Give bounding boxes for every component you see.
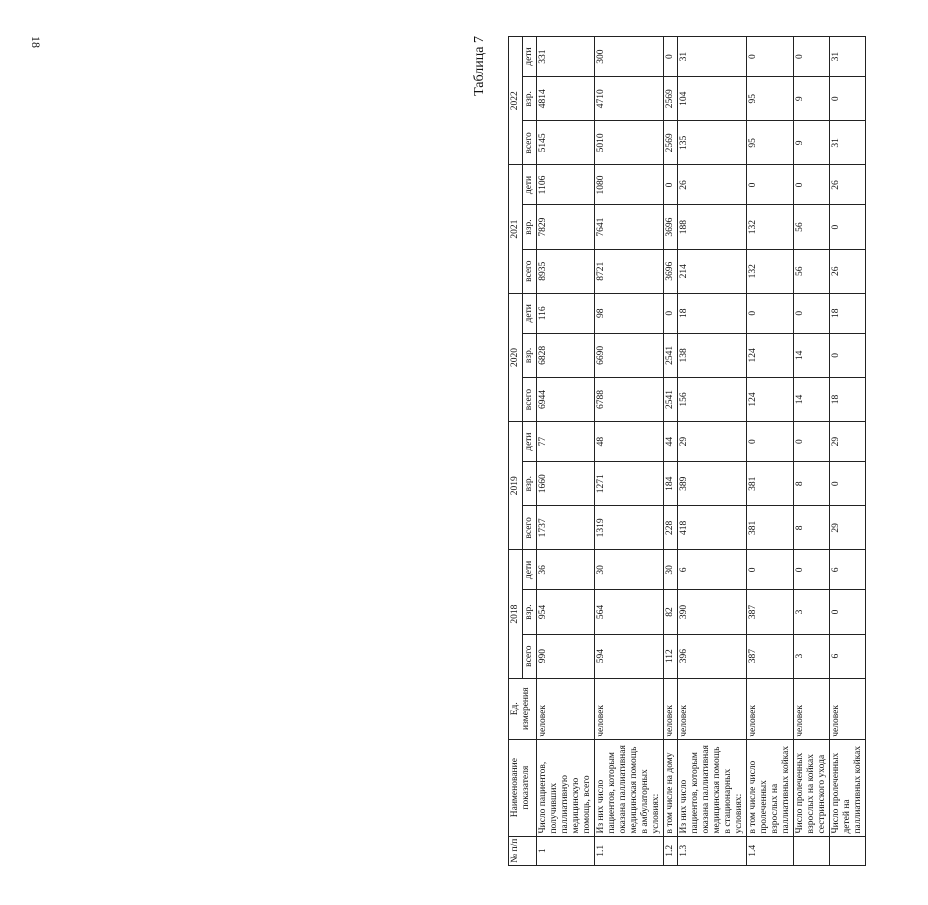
value-cell: 5145 [537, 121, 595, 165]
value-cell: 0 [794, 293, 830, 333]
value-cell: 116 [537, 293, 595, 333]
row-number: 1.2 [664, 836, 678, 865]
page-number: 18 [29, 36, 43, 48]
subheader-cell: дети [523, 422, 537, 462]
header-year: 2019 [509, 422, 523, 550]
value-cell: 26 [830, 165, 866, 205]
value-cell: 6 [830, 550, 866, 590]
value-cell: 104 [678, 77, 747, 121]
data-table [508, 36, 866, 866]
row-unit: человек [664, 678, 678, 739]
row-name: Из них число пациентов, которым оказана паллиативная медицинская помощь в амбулаторных условиях: [595, 739, 664, 836]
header-year: 2021 [509, 165, 523, 293]
value-cell: 56 [794, 205, 830, 249]
subheader-cell: взр. [523, 462, 537, 506]
row-number [830, 836, 866, 865]
value-cell: 31 [830, 121, 866, 165]
value-cell: 387 [747, 634, 794, 678]
value-cell: 7641 [595, 205, 664, 249]
value-cell: 0 [830, 333, 866, 377]
value-cell: 6 [678, 550, 747, 590]
subheader-cell: взр. [523, 205, 537, 249]
value-cell: 594 [595, 634, 664, 678]
table-body [537, 37, 866, 866]
subheader-cell: всего [523, 121, 537, 165]
value-cell: 954 [537, 590, 595, 634]
table-row [537, 37, 595, 866]
header-name: Наименование показателя [509, 739, 537, 836]
table-row [830, 37, 866, 866]
row-number: 1 [537, 836, 595, 865]
value-cell: 82 [664, 590, 678, 634]
value-cell: 0 [794, 165, 830, 205]
value-cell: 95 [747, 121, 794, 165]
row-number: 1.1 [595, 836, 664, 865]
value-cell: 3696 [664, 205, 678, 249]
value-cell: 4710 [595, 77, 664, 121]
value-cell: 1106 [537, 165, 595, 205]
table-row [664, 37, 678, 866]
subheader-cell: дети [523, 550, 537, 590]
value-cell: 0 [664, 37, 678, 77]
value-cell: 0 [794, 550, 830, 590]
value-cell: 29 [830, 506, 866, 550]
value-cell: 564 [595, 590, 664, 634]
value-cell: 3 [794, 590, 830, 634]
value-cell: 112 [664, 634, 678, 678]
value-cell: 2541 [664, 377, 678, 421]
value-cell: 48 [595, 422, 664, 462]
row-unit: человек [678, 678, 747, 739]
value-cell: 29 [830, 422, 866, 462]
value-cell: 132 [747, 249, 794, 293]
subheader-cell: взр. [523, 590, 537, 634]
table-title: Таблица 7 [472, 36, 487, 96]
value-cell: 1271 [595, 462, 664, 506]
header-num: № п/п [509, 836, 537, 865]
value-cell: 0 [747, 293, 794, 333]
value-cell: 44 [664, 422, 678, 462]
row-number: 1.3 [678, 836, 747, 865]
table-row [794, 37, 830, 866]
header-year: 2018 [509, 550, 523, 678]
value-cell: 30 [595, 550, 664, 590]
value-cell: 0 [830, 205, 866, 249]
value-cell: 3 [794, 634, 830, 678]
value-cell: 228 [664, 506, 678, 550]
value-cell: 4814 [537, 77, 595, 121]
value-cell: 6788 [595, 377, 664, 421]
value-cell: 77 [537, 422, 595, 462]
table-row [747, 37, 794, 866]
value-cell: 2541 [664, 333, 678, 377]
value-cell: 0 [747, 37, 794, 77]
value-cell: 381 [747, 462, 794, 506]
value-cell: 0 [794, 37, 830, 77]
value-cell: 0 [747, 550, 794, 590]
value-cell: 381 [747, 506, 794, 550]
value-cell: 6828 [537, 333, 595, 377]
table-row [595, 37, 664, 866]
value-cell: 98 [595, 293, 664, 333]
value-cell: 188 [678, 205, 747, 249]
subheader-cell: всего [523, 249, 537, 293]
value-cell: 132 [747, 205, 794, 249]
row-name: в том числе число пролеченных взрослых на паллиативных койках [747, 739, 794, 836]
row-unit: человек [747, 678, 794, 739]
subheader-cell: всего [523, 506, 537, 550]
rotated-table-container [472, 36, 928, 866]
value-cell: 95 [747, 77, 794, 121]
subheader-cell: всего [523, 377, 537, 421]
row-unit: человек [537, 678, 595, 739]
value-cell: 300 [595, 37, 664, 77]
value-cell: 14 [794, 333, 830, 377]
value-cell: 26 [830, 249, 866, 293]
value-cell: 56 [794, 249, 830, 293]
value-cell: 156 [678, 377, 747, 421]
value-cell: 6944 [537, 377, 595, 421]
value-cell: 0 [794, 422, 830, 462]
header-unit: Ед. измерения [509, 678, 537, 739]
row-unit: человек [794, 678, 830, 739]
value-cell: 1660 [537, 462, 595, 506]
row-name: Число пациентов, получивших паллиативную медицинскую помощь, всего [537, 739, 595, 836]
value-cell: 0 [830, 590, 866, 634]
value-cell: 18 [830, 293, 866, 333]
value-cell: 135 [678, 121, 747, 165]
value-cell: 990 [537, 634, 595, 678]
row-number [794, 836, 830, 865]
value-cell: 5010 [595, 121, 664, 165]
value-cell: 9 [794, 77, 830, 121]
value-cell: 0 [664, 165, 678, 205]
value-cell: 6 [830, 634, 866, 678]
value-cell: 29 [678, 422, 747, 462]
row-unit: человек [595, 678, 664, 739]
table-row [678, 37, 747, 866]
value-cell: 26 [678, 165, 747, 205]
subheader-cell: дети [523, 293, 537, 333]
value-cell: 124 [747, 377, 794, 421]
row-name: Число пролеченных взрослых на койках сестринского ухода [794, 739, 830, 836]
value-cell: 14 [794, 377, 830, 421]
value-cell: 1080 [595, 165, 664, 205]
value-cell: 214 [678, 249, 747, 293]
value-cell: 0 [664, 293, 678, 333]
value-cell: 9 [794, 121, 830, 165]
value-cell: 1737 [537, 506, 595, 550]
value-cell: 1319 [595, 506, 664, 550]
value-cell: 30 [664, 550, 678, 590]
value-cell: 6690 [595, 333, 664, 377]
value-cell: 8935 [537, 249, 595, 293]
header-year: 2020 [509, 293, 523, 421]
value-cell: 31 [678, 37, 747, 77]
value-cell: 2569 [664, 121, 678, 165]
subheader-cell: взр. [523, 333, 537, 377]
subheader-cell: дети [523, 165, 537, 205]
subheader-cell: дети [523, 37, 537, 77]
header-year: 2022 [509, 37, 523, 166]
value-cell: 389 [678, 462, 747, 506]
value-cell: 0 [747, 422, 794, 462]
subheader-cell: взр. [523, 77, 537, 121]
value-cell: 18 [678, 293, 747, 333]
value-cell: 396 [678, 634, 747, 678]
row-number: 1.4 [747, 836, 794, 865]
value-cell: 36 [537, 550, 595, 590]
value-cell: 138 [678, 333, 747, 377]
value-cell: 0 [747, 165, 794, 205]
value-cell: 124 [747, 333, 794, 377]
subheader-cell: всего [523, 634, 537, 678]
row-name: Из них число пациентов, которым оказана паллиативная медицинская помощь в стационарных условиях: [678, 739, 747, 836]
row-name: Число пролеченных детей на паллиативных койках [830, 739, 866, 836]
row-name: в том числе на дому [664, 739, 678, 836]
value-cell: 2569 [664, 77, 678, 121]
value-cell: 8 [794, 506, 830, 550]
value-cell: 390 [678, 590, 747, 634]
value-cell: 0 [830, 462, 866, 506]
row-unit: человек [830, 678, 866, 739]
value-cell: 387 [747, 590, 794, 634]
value-cell: 0 [830, 77, 866, 121]
value-cell: 331 [537, 37, 595, 77]
value-cell: 8721 [595, 249, 664, 293]
value-cell: 184 [664, 462, 678, 506]
value-cell: 418 [678, 506, 747, 550]
value-cell: 3696 [664, 249, 678, 293]
value-cell: 18 [830, 377, 866, 421]
value-cell: 7829 [537, 205, 595, 249]
value-cell: 31 [830, 37, 866, 77]
value-cell: 8 [794, 462, 830, 506]
